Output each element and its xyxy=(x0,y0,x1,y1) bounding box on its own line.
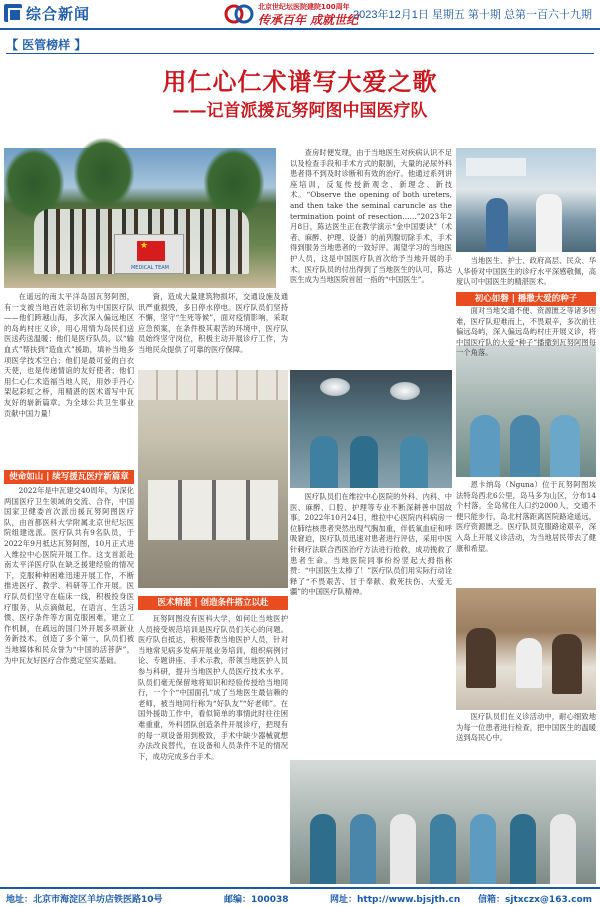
article-text-block: 医疗队员们在维拉中心医院的外科、内科、中医、麻醉、口腔、护理等专业不断深耕善中国故事。2022年10月24日，维拉中心医院内科病房一位肺结核患者突然出现气胸加重，伴低氧血症和呼吸窘迫，医疗队员迅速对患者进行评估，采用中医针刺疗法联合西医治疗方法进行抢救，成功挽救了患者生命。当地医院同事纷纷竖起大拇指称赞：“中国医生太棒了！”医疗队员们用实际行动诠释了“不畏艰苦、甘于奉献、救死扶伤、大爱无疆”的中国医疗队精神。 xyxy=(290,492,452,597)
footer-address: 地址：北京市海淀区羊坊店铁医路10号 xyxy=(6,895,163,905)
article-text-block: 查房时便发现，由于当地医生对疾病认识不足以及检查手段和手术方式的限制，大量的泌尿外科患者得不到及时诊断和有效的治疗。他通过系列讲座培训，反复传授新观念、新理念、新技术。“Observe the opening of both ureters, and then take the seminal caruncle as the termination point of resection……”2023年2月8日，陈达医生正在教学演示“金中国要诀”（术者、麻醉、护理、设备）的前列腺切除手术，手术得到服务当地患者的一致好评。渴望学习的当地医护人员，这是中国医疗队首次给予当地开展的手术。医疗队员的付出得到了当地医生的认可，陈达医生成为当地医院首屈一指的“中国医生”。 xyxy=(290,148,452,285)
article-text-block: 面对当地交通不便、资源匮乏等诸多困难，医疗队迎难而上，不畏艰辛，多次前往偏远岛屿，深入偏远岛屿村庄开展义诊，将中国医疗队的大爱“种子”播撒到瓦努阿图每一个角落。 xyxy=(456,306,596,358)
footer-website: 网址：http://www.bjsjth.cn xyxy=(330,895,461,905)
anniversary-slogan: 传承百年 成就世纪 xyxy=(258,13,359,27)
anniversary-line-1: 北京世纪坛医院建院100周年 xyxy=(258,3,350,11)
article-text-block: 資，造成大量建筑物损坏，交通设施及通讯严重损毁，多日停水停电。医疗队员们坚持不懈，坚守“生死等候”，面对疫情影响，采取应急预案，在条件极其艰苦的环境中，医疗队员始终坚守岗位，积极主动开展诊疗工作，为当地民众提供了可靠的医疗保障。 xyxy=(138,292,288,354)
article-text-block: 2022年是中瓦建交40周年，为深化两国医疗卫生领域的交流、合作，中国国家卫健委首次派出援瓦努阿图医疗队，由首都医科大学附属北京世纪坛医院组建选派。医疗队共有9名队员，于2022年9月抵达瓦努阿图，10月正式进入维拉中心医院开展工作。这支首派赴南太平洋医疗队在缺乏援建经验的情况下，克服种种困难迅速开展工作，不断推进医疗、教学、科研等工作开展。医疗队员们坚守在临床一线，积极投身医疗服务，从点滴做起，在语言、生活习惯、医疗条件等方面克服困难，建立工作机制，在疏远的国门外开展多项新业务新技术，创造了多个第一，队员们被当地媒体和民众誉为“中国的活菩萨”，为中瓦友好医疗合作奠定坚实基础。 xyxy=(4,486,135,665)
footer-email: 信箱：sjtxczx@163.com xyxy=(478,895,593,905)
hospital-ward-photo xyxy=(138,370,288,588)
subhead-love: 初心如磐 | 播撒大爱的种子 xyxy=(456,292,596,306)
page-footer xyxy=(0,890,600,907)
banner-text: MEDICAL TEAM xyxy=(130,265,170,271)
section-name: 综合新闻 xyxy=(26,5,91,23)
article-title: 用仁心仁术谱写大爱之歌 xyxy=(162,68,438,96)
surgery-teaching-photo xyxy=(290,370,452,488)
article-text-block: 在遥远的南太平洋岛国瓦努阿图，有一支被当地百姓亲切称为中国医疗队——他们跨越山海，多次深入偏远地区的岛屿村庄义诊，用心用情为岛民们送医送药送温暖；他们是医疗队员，以“输血式”帮扶到“造血式”援助，填补当地多项医学技术空白；他们是最可爱的白衣天使，也是传递情谊的友好使者；他们用仁心仁术造福当地人民，用妙手丹心架起彩虹之桥，用精湛的医术谱写中瓦友好的崭新篇章。为全球公共卫生事业贡献中国力量！ xyxy=(4,292,134,418)
article-subtitle: ——记首派援瓦努阿图中国医疗队 xyxy=(172,101,428,121)
article-text-block: 恩卡纳岛（Nguna）位于瓦努阿图埃法特岛西北6公里，岛马多为山区，分布14个村落，全岛常住人口约2000人，交通不便只能步行，岛北村落距离医院路途遥远，医疗资源匮乏。医疗队员克服路途艰辛，深入岛上开展义诊活动，为当地居民带去了健康和希望。 xyxy=(456,480,596,553)
column-divider xyxy=(6,53,594,54)
island-clinic-photo xyxy=(456,588,596,710)
page-header xyxy=(0,0,600,30)
issue-info: 2023年12月1日 星期五 第十期 总第一百六十九期 xyxy=(353,9,592,21)
header-divider xyxy=(0,28,600,30)
china-flag-banner: ★ MEDICAL TEAM xyxy=(114,234,184,274)
footer-divider xyxy=(0,887,600,889)
footer-postcode: 邮编：100038 xyxy=(224,895,289,905)
doctors-at-work-photo xyxy=(456,345,596,477)
clinic-consultation-photo xyxy=(456,148,596,252)
subhead-skill: 医术精湛 | 创造条件搭立以赴 xyxy=(138,596,288,610)
medical-team-photo xyxy=(290,760,596,884)
team-group-photo xyxy=(4,148,276,288)
article-text-block: 医疗队员们在义诊活动中，耐心细致地为每一位患者进行检查，把中国医生的温暖送到岛民心中。 xyxy=(456,712,596,743)
article-text-block: 瓦努阿图没有医科大学，如何让当地医护人员接受规范培训是医疗队员们关心的问题。医疗队自抵达，积极带教当地医护人员，针对当地常见病多发病开展业务培训，组织病例讨论、专题讲座、手术示教，带领当地医护人员参与科研，提升当地医护人员医疗技术水平。队员们毫无保留地将知识和经验传授给当地同行，一个个“中国面孔”成了当地医生最信赖的老师，被当地同行称为“好队友”“好老师”。在国外援助工作中，看似简单的事情此时往往困难重重，外科团队创造条件开展诊疗，把现有的每一项设备用到极致，手术中缺少器械就想办法改良替代，在设备和人员条件不足的情况下，成功完成多台手术。 xyxy=(138,614,288,761)
article-text-block: 当地医生、护士、政府高层、民众、华人华侨对中国医生的诊疗水平深感敬佩，高度认可中国医生的精湛医术。 xyxy=(456,256,596,287)
newspaper-logo-icon xyxy=(4,4,22,22)
centennial-emblem-icon xyxy=(225,2,253,26)
subhead-mission: 使命如山 | 续写援瓦医疗新篇章 xyxy=(4,470,134,484)
column-tag: 【 医管榜样 】 xyxy=(6,38,87,52)
